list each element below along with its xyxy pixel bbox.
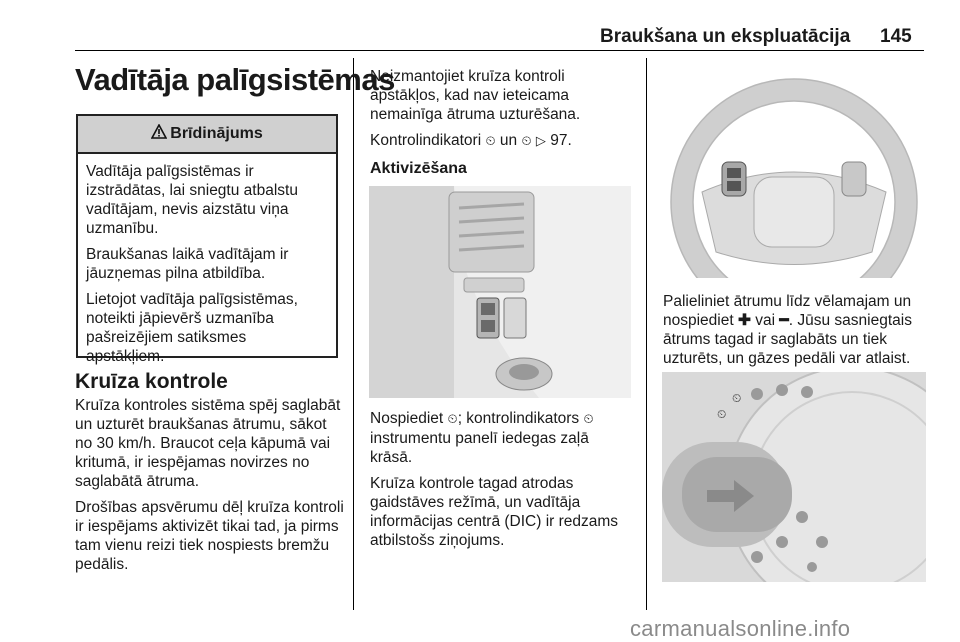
warning-heading-text: Brīdinājums — [170, 125, 263, 142]
warning-triangle-icon — [151, 124, 167, 144]
warning-paragraph-3: Lietojot vadītāja palīgsistēmas, noteikti jāpievērš uzmanība pašreizējiem satiksmes apstākļiem. — [86, 291, 298, 365]
section-title: Vadītāja palīgsistēmas — [75, 62, 395, 97]
cruise-control-indicator-icon-3: ⏲ — [583, 412, 594, 427]
p2-mid: ; kontrolindikators — [457, 410, 584, 427]
indicators-line — [370, 131, 635, 151]
warning-box — [76, 114, 338, 365]
p2-post: instrumentu panelī iedegas zaļā krāsā. — [370, 430, 589, 466]
p1-mid: vai — [750, 312, 780, 329]
watermark-footer: carmanualsonline.info — [630, 616, 851, 641]
col2-paragraph-3: Kruīza kontrole tagad atrodas gaidstāves režīmā, un vadītāja informācijas centrā (DIC) ir redzams atbilstošs ziņojums. — [370, 475, 619, 549]
column-3-text — [663, 292, 928, 375]
cruise-paragraph-1: Kruīza kontroles sistēma spēj saglabāt un uzturēt braukšanas ātrumu, sākot no 30 km/h. Braucot ceļa kāpumā vai kritumā, ir iespējamas novirzes no saglabātā ātruma. — [75, 397, 341, 490]
p1-pre: Palieliniet ātrumu līdz vēlamajam un nospiediet — [663, 293, 912, 329]
p2-pre: Nospiediet — [370, 410, 448, 427]
column-divider-1 — [353, 58, 354, 610]
column-2-top-text — [370, 67, 635, 158]
steering-wheel-illustration — [662, 62, 926, 278]
cruise-control-switch-icon: ⏲ — [447, 412, 458, 427]
indicators-mid: un — [495, 132, 522, 149]
cruise-control-indicator-icon-2: ⏲ — [521, 134, 532, 149]
indicators-post: 97. — [545, 132, 572, 149]
minus-icon: ━ — [779, 312, 789, 329]
instrument-cluster-illustration — [662, 372, 926, 582]
warning-body — [78, 154, 336, 366]
column-2-bottom-text — [370, 409, 635, 557]
p1-post: . Jūsu sasniegtais ātrums tagad ir saglabāts un tiek uzturēts, un gāzes pedāli var atlaist. — [663, 312, 912, 367]
cruise-indicator-label: ⏲ — [717, 407, 727, 421]
dashboard-switch-illustration — [369, 186, 631, 398]
plus-icon: ✚ — [737, 312, 751, 329]
cruise-paragraph-2: Drošības apsvērumu dēļ kruīza kontroli ir iespējams aktivizēt tikai tad, ja pirms tam vienu reizi tiek nospiests bremžu pedālis. — [75, 499, 344, 573]
column-divider-2 — [646, 58, 647, 610]
col2-paragraph-2 — [370, 409, 635, 467]
indicators-pre: Kontrolindikatori — [370, 132, 486, 149]
warning-heading — [78, 116, 336, 154]
cruise-control-indicator-icon: ⏲ — [485, 134, 496, 149]
cruise-control-heading: Kruīza kontrole — [75, 370, 228, 393]
page-reference-arrow-icon: ▷ — [535, 134, 546, 149]
page-number: 145 — [880, 26, 912, 47]
col2-paragraph-1: Neizmantojiet kruīza kontroli apstākļos, kad nav ieteicama nemainīga ātruma uzturēšana. — [370, 68, 581, 123]
col3-paragraph-1 — [663, 292, 928, 368]
cruise-indicator-label-top: ⏲ — [732, 391, 742, 405]
cruise-control-text — [75, 396, 345, 581]
activation-heading: Aktivizēšana — [370, 160, 467, 177]
warning-paragraph-2: Braukšanas laikā vadītājam ir jāuzņemas pilna atbildība. — [86, 246, 289, 282]
header-rule — [75, 50, 924, 51]
running-header-title: Braukšana un ekspluatācija — [600, 26, 851, 47]
warning-paragraph-1: Vadītāja palīgsistēmas ir izstrādātas, lai sniegtu atbalstu vadītājam, nevis aizstātu viņa uzmanību. — [86, 163, 298, 237]
